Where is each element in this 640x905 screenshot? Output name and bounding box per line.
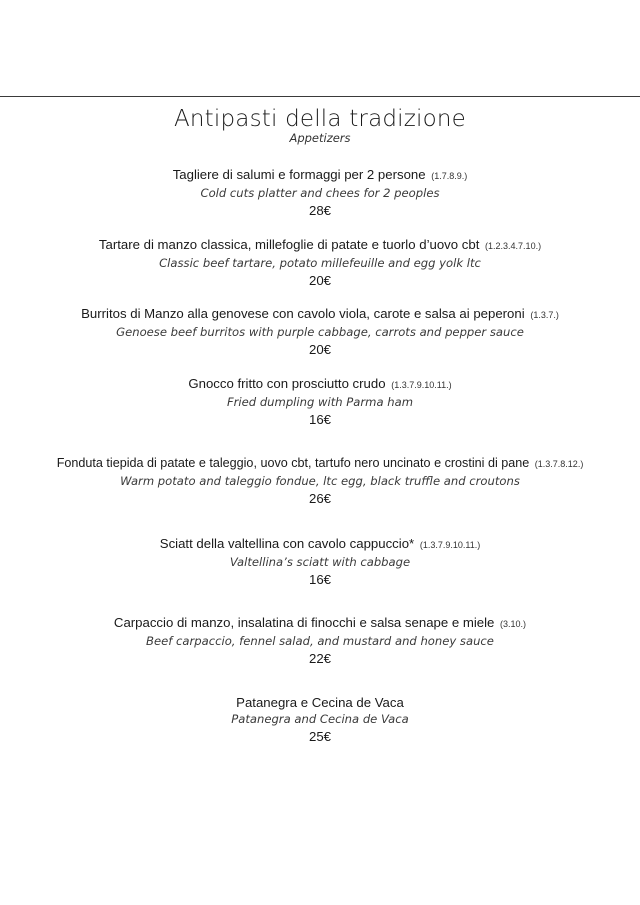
item-description: Classic beef tartare, potato millefeuille and egg yolk ltc: [159, 256, 481, 270]
item-price: 20€: [308, 342, 331, 357]
item-allergens: (1.2.3.4.7.10.): [485, 241, 542, 251]
item-name-line: [0, 236, 640, 255]
item-price: 22€: [308, 651, 331, 666]
section-title: Antipasti della tradizione: [173, 106, 467, 132]
item-price: 28€: [308, 203, 331, 218]
item-allergens: (1.7.8.9.): [431, 171, 468, 181]
item-name-line: [0, 455, 640, 473]
menu-item: [0, 375, 640, 430]
item-name-line: [0, 375, 640, 394]
item-description: Patanegra and Cecina de Vaca: [231, 712, 409, 726]
item-name: Tartare di manzo classica, millefoglie di patate e tuorlo d’uovo cbt: [98, 237, 480, 252]
item-name-line: [0, 694, 640, 711]
item-name: Tagliere di salumi e formaggi per 2 persone: [172, 167, 426, 182]
item-name-line: [0, 166, 640, 185]
item-price: 20€: [308, 273, 331, 288]
item-name-line: [0, 614, 640, 633]
item-description: Fried dumpling with Parma ham: [226, 395, 413, 409]
menu-item: [0, 305, 640, 360]
item-allergens: (1.3.7.9.10.11.): [419, 540, 481, 550]
top-divider: [0, 96, 640, 97]
section-subtitle: Appetizers: [289, 131, 351, 145]
item-name: Burritos di Manzo alla genovese con cavolo viola, carote e salsa ai peperoni: [81, 306, 525, 321]
item-description: Cold cuts platter and chees for 2 peoples: [200, 186, 440, 200]
menu-item: [0, 455, 640, 509]
item-description: Beef carpaccio, fennel salad, and mustard and honey sauce: [146, 634, 494, 648]
item-allergens: (1.3.7.8.12.): [534, 459, 584, 469]
item-allergens: (1.3.7.9.10.11.): [391, 380, 452, 390]
item-price: 16€: [308, 572, 331, 587]
item-price: 26€: [308, 491, 331, 506]
item-name-line: [0, 305, 640, 324]
item-allergens: (1.3.7.): [530, 310, 559, 320]
menu-item: [0, 236, 640, 291]
item-name: Fonduta tiepida di patate e taleggio, uovo cbt, tartufo nero uncinato e crostini di pane: [56, 456, 530, 470]
item-name: Gnocco fritto con prosciutto crudo: [188, 376, 386, 391]
item-description: Genoese beef burritos with purple cabbage, carrots and pepper sauce: [116, 325, 524, 339]
item-name: Carpaccio di manzo, insalatina di finocchi e salsa senape e miele: [113, 615, 495, 630]
item-name-line: [0, 535, 640, 554]
menu-item: [0, 694, 640, 747]
item-name: Patanegra e Cecina de Vaca: [236, 695, 404, 710]
menu-item: [0, 166, 640, 221]
item-description: Valtellina’s sciatt with cabbage: [229, 555, 411, 569]
menu-item: [0, 614, 640, 669]
item-price: 25€: [308, 729, 331, 744]
item-name: Sciatt della valtellina con cavolo cappuccio*: [159, 536, 415, 551]
menu-item: [0, 535, 640, 590]
item-price: 16€: [308, 412, 331, 427]
item-allergens: (3.10.): [500, 619, 527, 629]
item-description: Warm potato and taleggio fondue, ltc egg, black truffle and croutons: [120, 474, 520, 488]
